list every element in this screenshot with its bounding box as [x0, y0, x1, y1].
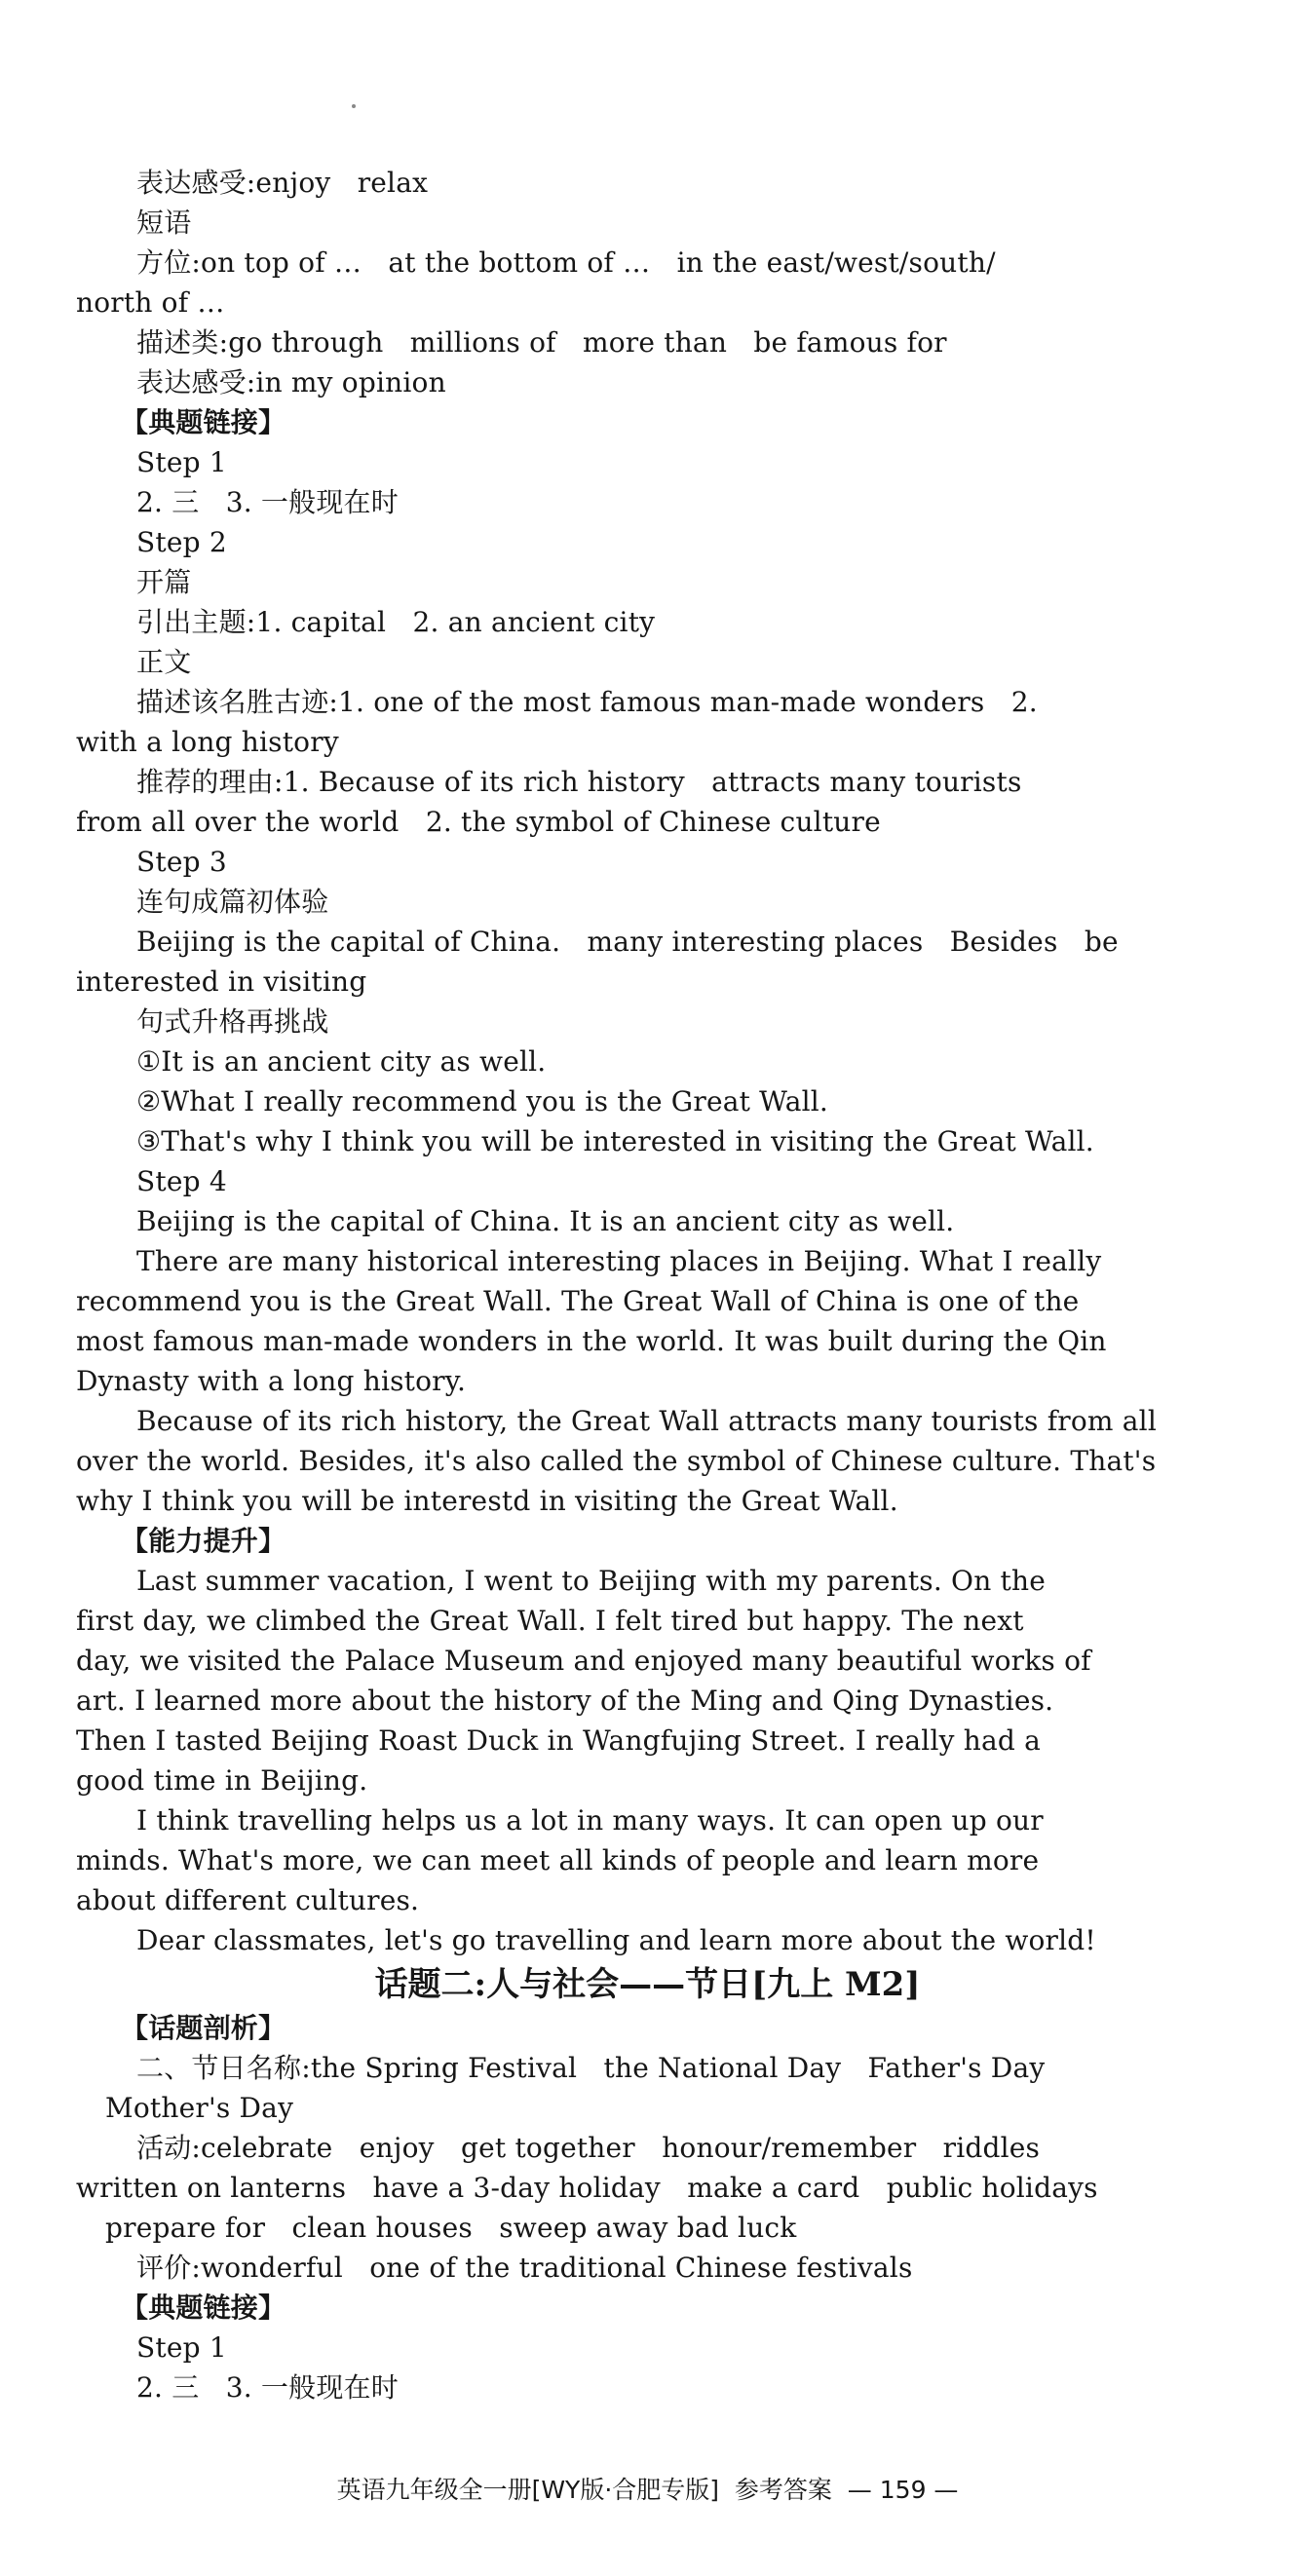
- text-line: 开篇: [136, 566, 192, 598]
- text-line: first day, we climbed the Great Wall. I felt tired but happy. The next: [76, 1605, 1024, 1637]
- scan-speck: [352, 104, 356, 108]
- text-line: art. I learned more about the history of the Ming and Qing Dynasties.: [76, 1685, 1054, 1717]
- text-line: 推荐的理由:1. Because of its rich history attracts many tourists: [136, 766, 1022, 798]
- text-line: Step 3: [136, 846, 227, 878]
- text-line: 方位:on top of … at the bottom of … in the east/west/south/: [136, 246, 996, 279]
- text-line: recommend you is the Great Wall. The Great Wall of China is one of the: [76, 1285, 1080, 1317]
- section-heading: 【典题链接】: [121, 406, 286, 438]
- page-footer: 英语九年级全一册[WY版·合肥专版] 参考答案 — 159 —: [336, 2476, 959, 2504]
- text-line: Beijing is the capital of China. It is an ancient city as well.: [136, 1205, 955, 1237]
- section-heading: 【话题剖析】: [121, 2012, 286, 2044]
- text-line: Then I tasted Beijing Roast Duck in Wangfujing Street. I really had a: [76, 1724, 1041, 1757]
- text-line: from all over the world 2. the symbol of Chinese culture: [76, 806, 881, 838]
- text-line: 活动:celebrate enjoy get together honour/remember riddles: [136, 2132, 1041, 2164]
- text-line: 表达感受:in my opinion: [136, 366, 446, 398]
- text-line: Mother's Day: [105, 2092, 294, 2124]
- text-line: 短语: [136, 207, 192, 239]
- text-line: Dear classmates, let's go travelling and learn more about the world!: [136, 1924, 1096, 1956]
- text-line: 描述该名胜古迹:1. one of the most famous man-made wonders 2.: [136, 686, 1038, 718]
- text-line: ②What I really recommend you is the Great Wall.: [136, 1085, 829, 1118]
- text-line: ①It is an ancient city as well.: [136, 1045, 547, 1078]
- text-line: Dynasty with a long history.: [76, 1365, 467, 1397]
- text-line: 句式升格再挑战: [136, 1005, 329, 1038]
- text-line: Because of its rich history, the Great Wall attracts many tourists from all: [136, 1405, 1157, 1437]
- text-line: Step 1: [136, 446, 227, 478]
- text-line: about different cultures.: [76, 1884, 420, 1916]
- text-line: 2. 三 3. 一般现在时: [136, 486, 399, 518]
- text-line: Step 1: [136, 2331, 227, 2364]
- text-line: Step 4: [136, 1165, 227, 1197]
- text-line: prepare for clean houses sweep away bad luck: [105, 2212, 797, 2244]
- text-line: good time in Beijing.: [76, 1764, 368, 1797]
- text-line: 二、节日名称:the Spring Festival the National Day Father's Day: [136, 2052, 1046, 2084]
- text-line: day, we visited the Palace Museum and enjoyed many beautiful works of: [76, 1645, 1091, 1677]
- text-line: 2. 三 3. 一般现在时: [136, 2371, 399, 2404]
- text-line: minds. What's more, we can meet all kinds of people and learn more: [76, 1844, 1040, 1876]
- text-line: ③That's why I think you will be interested in visiting the Great Wall.: [136, 1125, 1094, 1157]
- text-line: over the world. Besides, it's also called the symbol of Chinese culture. That's: [76, 1445, 1157, 1477]
- section-heading: 【典题链接】: [121, 2292, 286, 2324]
- text-line: 描述类:go through millions of more than be famous for: [136, 326, 947, 359]
- text-line: Step 2: [136, 526, 227, 558]
- section-heading: 【能力提升】: [121, 1525, 286, 1557]
- section-title: 话题二:人与社会——节日[九上 M2]: [374, 1965, 921, 2004]
- text-line: why I think you will be interestd in visiting the Great Wall.: [76, 1485, 898, 1517]
- text-line: 表达感受:enjoy relax: [136, 167, 429, 199]
- text-line: Beijing is the capital of China. many interesting places Besides be: [136, 926, 1119, 958]
- text-line: 连句成篇初体验: [136, 886, 329, 918]
- text-line: I think travelling helps us a lot in many ways. It can open up our: [136, 1804, 1044, 1837]
- text-line: Last summer vacation, I went to Beijing with my parents. On the: [136, 1565, 1046, 1597]
- text-line: 正文: [136, 646, 192, 678]
- text-line: most famous man-made wonders in the world. It was built during the Qin: [76, 1325, 1107, 1357]
- text-line: 评价:wonderful one of the traditional Chinese festivals: [136, 2252, 913, 2284]
- text-line: 引出主题:1. capital 2. an ancient city: [136, 606, 656, 638]
- text-line: written on lanterns have a 3-day holiday make a card public holidays: [76, 2172, 1098, 2204]
- text-line: with a long history: [76, 726, 339, 758]
- text-line: interested in visiting: [76, 966, 367, 998]
- text-line: north of …: [76, 286, 225, 319]
- text-line: There are many historical interesting places in Beijing. What I really: [136, 1245, 1102, 1277]
